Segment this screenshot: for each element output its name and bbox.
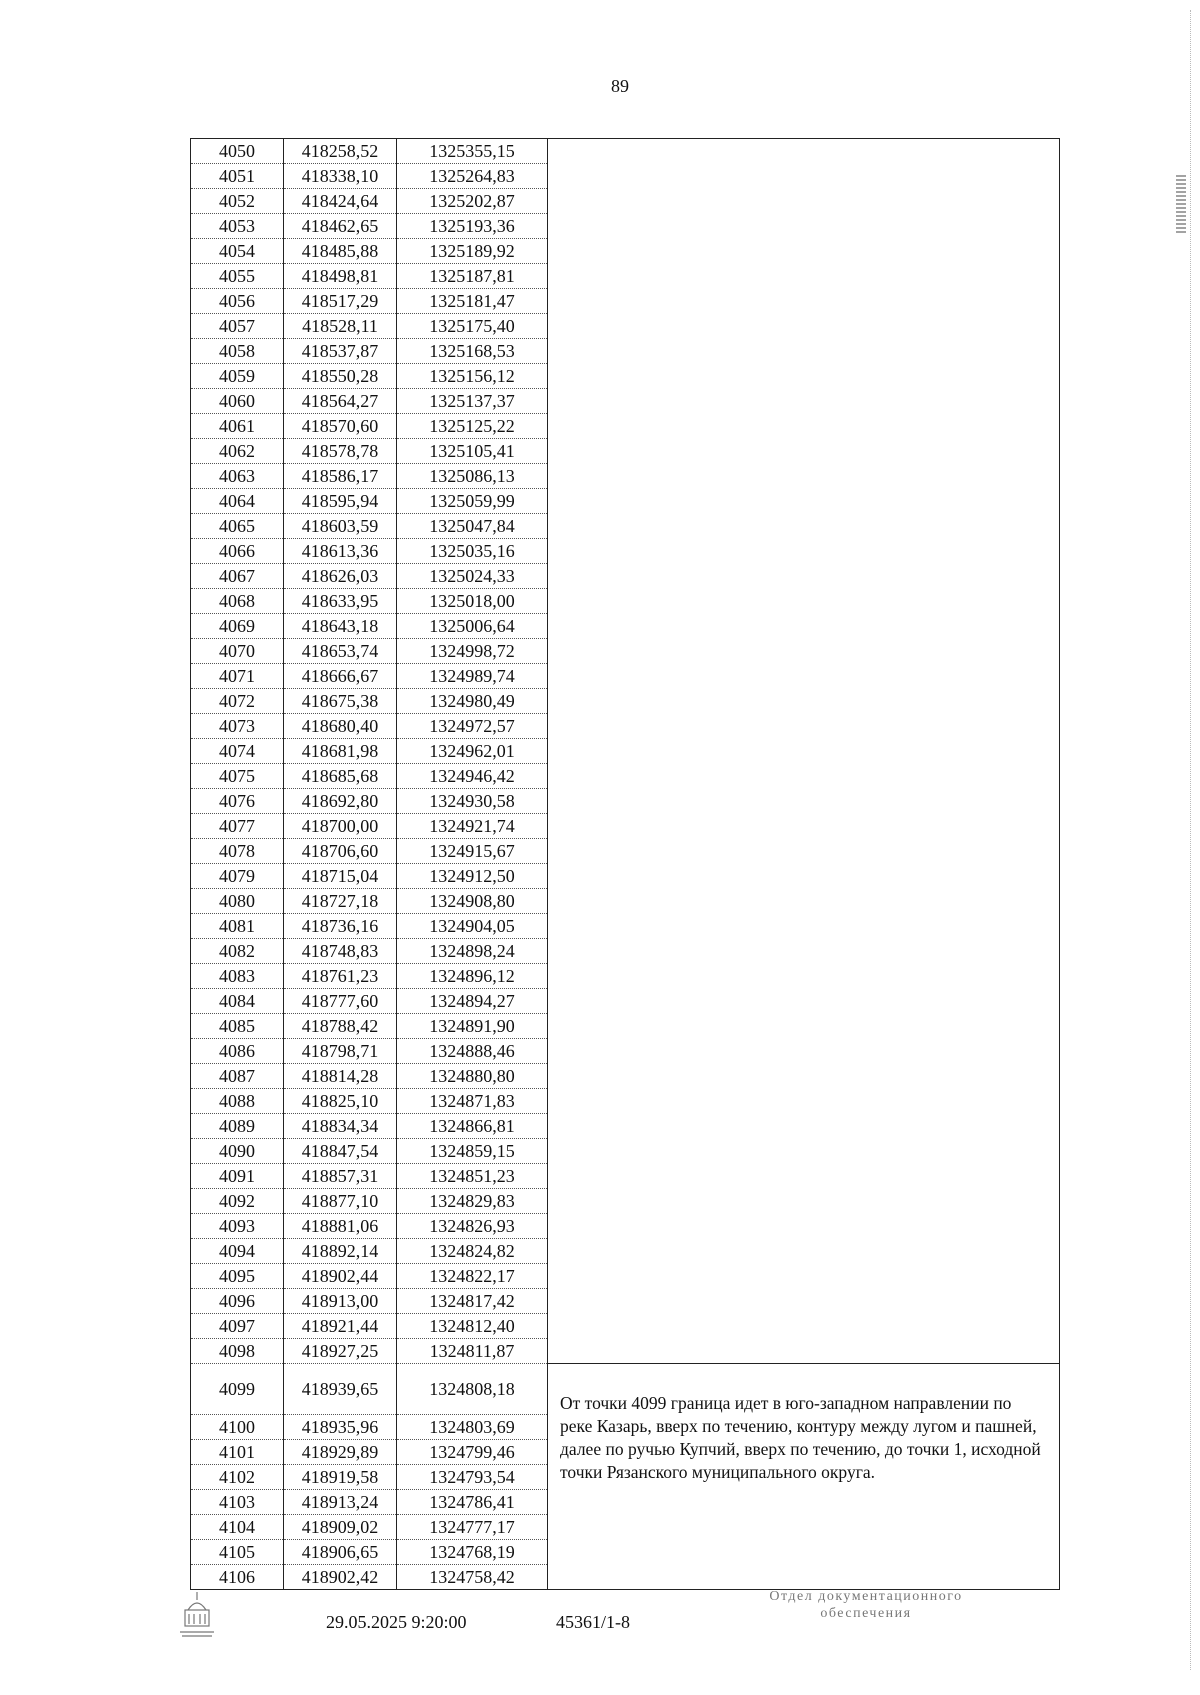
- footer-department-line2: обеспечения: [820, 1606, 912, 1621]
- y-coordinate-cell: 1324904,05: [397, 914, 548, 939]
- point-number-cell: 4096: [191, 1289, 284, 1314]
- point-number-cell: 4092: [191, 1189, 284, 1214]
- x-coordinate-cell: 418798,71: [284, 1039, 397, 1064]
- y-coordinate-cell: 1324946,42: [397, 764, 548, 789]
- point-number-cell: 4050: [191, 139, 284, 164]
- point-number-cell: 4100: [191, 1415, 284, 1440]
- table-row: [191, 139, 1060, 164]
- point-number-cell: 4063: [191, 464, 284, 489]
- y-coordinate-cell: 1324880,80: [397, 1064, 548, 1089]
- y-coordinate-cell: 1325156,12: [397, 364, 548, 389]
- point-number-cell: 4104: [191, 1515, 284, 1540]
- point-number-cell: 4055: [191, 264, 284, 289]
- point-number-cell: 4072: [191, 689, 284, 714]
- y-coordinate-cell: 1324962,01: [397, 739, 548, 764]
- x-coordinate-cell: 418692,80: [284, 789, 397, 814]
- point-number-cell: 4054: [191, 239, 284, 264]
- x-coordinate-cell: 418643,18: [284, 614, 397, 639]
- x-coordinate-cell: 418913,24: [284, 1490, 397, 1515]
- x-coordinate-cell: 418586,17: [284, 464, 397, 489]
- x-coordinate-cell: 418902,42: [284, 1565, 397, 1590]
- x-coordinate-cell: 418715,04: [284, 864, 397, 889]
- point-number-cell: 4075: [191, 764, 284, 789]
- x-coordinate-cell: 418919,58: [284, 1465, 397, 1490]
- y-coordinate-cell: 1325018,00: [397, 589, 548, 614]
- point-number-cell: 4082: [191, 939, 284, 964]
- x-coordinate-cell: 418892,14: [284, 1239, 397, 1264]
- scan-edge-line: [1190, 10, 1192, 1670]
- point-number-cell: 4073: [191, 714, 284, 739]
- point-number-cell: 4077: [191, 814, 284, 839]
- x-coordinate-cell: 418921,44: [284, 1314, 397, 1339]
- y-coordinate-cell: 1325168,53: [397, 339, 548, 364]
- y-coordinate-cell: 1325035,16: [397, 539, 548, 564]
- y-coordinate-cell: 1324891,90: [397, 1014, 548, 1039]
- y-coordinate-cell: 1325175,40: [397, 314, 548, 339]
- y-coordinate-cell: 1324859,15: [397, 1139, 548, 1164]
- point-number-cell: 4097: [191, 1314, 284, 1339]
- point-number-cell: 4053: [191, 214, 284, 239]
- point-number-cell: 4062: [191, 439, 284, 464]
- y-coordinate-cell: 1324811,87: [397, 1339, 548, 1364]
- x-coordinate-cell: 418935,96: [284, 1415, 397, 1440]
- footer-department: [716, 1588, 1016, 1622]
- y-coordinate-cell: 1324826,93: [397, 1214, 548, 1239]
- point-number-cell: 4084: [191, 989, 284, 1014]
- point-number-cell: 4061: [191, 414, 284, 439]
- emblem-icon: [176, 1588, 218, 1642]
- x-coordinate-cell: 418424,64: [284, 189, 397, 214]
- point-number-cell: 4080: [191, 889, 284, 914]
- y-coordinate-cell: 1324998,72: [397, 639, 548, 664]
- x-coordinate-cell: 418564,27: [284, 389, 397, 414]
- x-coordinate-cell: 418517,29: [284, 289, 397, 314]
- y-coordinate-cell: 1324817,42: [397, 1289, 548, 1314]
- y-coordinate-cell: 1324871,83: [397, 1089, 548, 1114]
- x-coordinate-cell: 418633,95: [284, 589, 397, 614]
- y-coordinate-cell: 1325181,47: [397, 289, 548, 314]
- x-coordinate-cell: 418877,10: [284, 1189, 397, 1214]
- x-coordinate-cell: 418881,06: [284, 1214, 397, 1239]
- footer-doc-code: 45361/1-8: [556, 1612, 630, 1632]
- x-coordinate-cell: 418939,65: [284, 1364, 397, 1415]
- y-coordinate-cell: 1324888,46: [397, 1039, 548, 1064]
- point-number-cell: 4052: [191, 189, 284, 214]
- y-coordinate-cell: 1324822,17: [397, 1264, 548, 1289]
- x-coordinate-cell: 418706,60: [284, 839, 397, 864]
- x-coordinate-cell: 418909,02: [284, 1515, 397, 1540]
- x-coordinate-cell: 418528,11: [284, 314, 397, 339]
- x-coordinate-cell: 418595,94: [284, 489, 397, 514]
- y-coordinate-cell: 1325187,81: [397, 264, 548, 289]
- point-number-cell: 4099: [191, 1364, 284, 1415]
- boundary-description: От точки 4099 граница идет в юго-западном направлении по реке Казарь, вверх по течению, контуру между лугом и пашней, далее по ручью Купчий, вверх по течению, до точки 1, исходной точки Рязанского муниципального округа.: [548, 1364, 1060, 1590]
- y-coordinate-cell: 1325059,99: [397, 489, 548, 514]
- point-number-cell: 4089: [191, 1114, 284, 1139]
- x-coordinate-cell: 418700,00: [284, 814, 397, 839]
- x-coordinate-cell: 418613,36: [284, 539, 397, 564]
- y-coordinate-cell: 1324808,18: [397, 1364, 548, 1415]
- table-row: [191, 1364, 1060, 1415]
- y-coordinate-cell: 1324793,54: [397, 1465, 548, 1490]
- y-coordinate-cell: 1324908,80: [397, 889, 548, 914]
- point-number-cell: 4058: [191, 339, 284, 364]
- y-coordinate-cell: 1324972,57: [397, 714, 548, 739]
- x-coordinate-cell: 418570,60: [284, 414, 397, 439]
- x-coordinate-cell: 418578,78: [284, 439, 397, 464]
- y-coordinate-cell: 1325264,83: [397, 164, 548, 189]
- x-coordinate-cell: 418550,28: [284, 364, 397, 389]
- x-coordinate-cell: 418927,25: [284, 1339, 397, 1364]
- y-coordinate-cell: 1325193,36: [397, 214, 548, 239]
- point-number-cell: 4087: [191, 1064, 284, 1089]
- x-coordinate-cell: 418736,16: [284, 914, 397, 939]
- x-coordinate-cell: 418603,59: [284, 514, 397, 539]
- x-coordinate-cell: 418788,42: [284, 1014, 397, 1039]
- x-coordinate-cell: 418777,60: [284, 989, 397, 1014]
- point-number-cell: 4101: [191, 1440, 284, 1465]
- x-coordinate-cell: 418814,28: [284, 1064, 397, 1089]
- y-coordinate-cell: 1324812,40: [397, 1314, 548, 1339]
- x-coordinate-cell: 418847,54: [284, 1139, 397, 1164]
- point-number-cell: 4067: [191, 564, 284, 589]
- y-coordinate-cell: 1324915,67: [397, 839, 548, 864]
- point-number-cell: 4068: [191, 589, 284, 614]
- y-coordinate-cell: 1324912,50: [397, 864, 548, 889]
- point-number-cell: 4065: [191, 514, 284, 539]
- point-number-cell: 4093: [191, 1214, 284, 1239]
- point-number-cell: 4090: [191, 1139, 284, 1164]
- x-coordinate-cell: 418537,87: [284, 339, 397, 364]
- y-coordinate-cell: 1324866,81: [397, 1114, 548, 1139]
- x-coordinate-cell: 418748,83: [284, 939, 397, 964]
- point-number-cell: 4103: [191, 1490, 284, 1515]
- x-coordinate-cell: 418902,44: [284, 1264, 397, 1289]
- x-coordinate-cell: 418498,81: [284, 264, 397, 289]
- point-number-cell: 4051: [191, 164, 284, 189]
- x-coordinate-cell: 418727,18: [284, 889, 397, 914]
- y-coordinate-cell: 1325105,41: [397, 439, 548, 464]
- x-coordinate-cell: 418462,65: [284, 214, 397, 239]
- point-number-cell: 4095: [191, 1264, 284, 1289]
- scan-barcode-mark: [1176, 175, 1186, 235]
- point-number-cell: 4076: [191, 789, 284, 814]
- point-number-cell: 4106: [191, 1565, 284, 1590]
- x-coordinate-cell: 418913,00: [284, 1289, 397, 1314]
- point-number-cell: 4066: [191, 539, 284, 564]
- y-coordinate-cell: 1324898,24: [397, 939, 548, 964]
- point-number-cell: 4070: [191, 639, 284, 664]
- footer-department-line1: Отдел документационного: [769, 1589, 963, 1604]
- y-coordinate-cell: 1324930,58: [397, 789, 548, 814]
- y-coordinate-cell: 1325125,22: [397, 414, 548, 439]
- y-coordinate-cell: 1324989,74: [397, 664, 548, 689]
- y-coordinate-cell: 1324851,23: [397, 1164, 548, 1189]
- y-coordinate-cell: 1324829,83: [397, 1189, 548, 1214]
- x-coordinate-cell: 418761,23: [284, 964, 397, 989]
- point-number-cell: 4064: [191, 489, 284, 514]
- point-number-cell: 4081: [191, 914, 284, 939]
- x-coordinate-cell: 418681,98: [284, 739, 397, 764]
- y-coordinate-cell: 1324896,12: [397, 964, 548, 989]
- x-coordinate-cell: 418857,31: [284, 1164, 397, 1189]
- y-coordinate-cell: 1325086,13: [397, 464, 548, 489]
- y-coordinate-cell: 1324799,46: [397, 1440, 548, 1465]
- description-cell-empty: [548, 139, 1060, 1364]
- y-coordinate-cell: 1324803,69: [397, 1415, 548, 1440]
- y-coordinate-cell: 1324758,42: [397, 1565, 548, 1590]
- x-coordinate-cell: 418834,34: [284, 1114, 397, 1139]
- x-coordinate-cell: 418485,88: [284, 239, 397, 264]
- y-coordinate-cell: 1325047,84: [397, 514, 548, 539]
- coordinates-table: [190, 138, 1060, 1590]
- point-number-cell: 4069: [191, 614, 284, 639]
- point-number-cell: 4091: [191, 1164, 284, 1189]
- x-coordinate-cell: 418825,10: [284, 1089, 397, 1114]
- point-number-cell: 4059: [191, 364, 284, 389]
- point-number-cell: 4085: [191, 1014, 284, 1039]
- point-number-cell: 4083: [191, 964, 284, 989]
- point-number-cell: 4078: [191, 839, 284, 864]
- x-coordinate-cell: 418929,89: [284, 1440, 397, 1465]
- point-number-cell: 4094: [191, 1239, 284, 1264]
- y-coordinate-cell: 1324824,82: [397, 1239, 548, 1264]
- x-coordinate-cell: 418626,03: [284, 564, 397, 589]
- x-coordinate-cell: 418338,10: [284, 164, 397, 189]
- y-coordinate-cell: 1325006,64: [397, 614, 548, 639]
- point-number-cell: 4071: [191, 664, 284, 689]
- point-number-cell: 4057: [191, 314, 284, 339]
- x-coordinate-cell: 418675,38: [284, 689, 397, 714]
- y-coordinate-cell: 1325137,37: [397, 389, 548, 414]
- point-number-cell: 4098: [191, 1339, 284, 1364]
- x-coordinate-cell: 418906,65: [284, 1540, 397, 1565]
- y-coordinate-cell: 1325189,92: [397, 239, 548, 264]
- y-coordinate-cell: 1325355,15: [397, 139, 548, 164]
- y-coordinate-cell: 1324777,17: [397, 1515, 548, 1540]
- point-number-cell: 4088: [191, 1089, 284, 1114]
- y-coordinate-cell: 1324768,19: [397, 1540, 548, 1565]
- point-number-cell: 4086: [191, 1039, 284, 1064]
- x-coordinate-cell: 418258,52: [284, 139, 397, 164]
- point-number-cell: 4056: [191, 289, 284, 314]
- y-coordinate-cell: 1325202,87: [397, 189, 548, 214]
- y-coordinate-cell: 1324786,41: [397, 1490, 548, 1515]
- x-coordinate-cell: 418666,67: [284, 664, 397, 689]
- y-coordinate-cell: 1325024,33: [397, 564, 548, 589]
- page-number: 89: [611, 76, 629, 96]
- y-coordinate-cell: 1324894,27: [397, 989, 548, 1014]
- x-coordinate-cell: 418680,40: [284, 714, 397, 739]
- point-number-cell: 4060: [191, 389, 284, 414]
- point-number-cell: 4102: [191, 1465, 284, 1490]
- point-number-cell: 4079: [191, 864, 284, 889]
- footer-date: 29.05.2025 9:20:00: [326, 1612, 467, 1632]
- y-coordinate-cell: 1324921,74: [397, 814, 548, 839]
- y-coordinate-cell: 1324980,49: [397, 689, 548, 714]
- point-number-cell: 4074: [191, 739, 284, 764]
- point-number-cell: 4105: [191, 1540, 284, 1565]
- x-coordinate-cell: 418653,74: [284, 639, 397, 664]
- x-coordinate-cell: 418685,68: [284, 764, 397, 789]
